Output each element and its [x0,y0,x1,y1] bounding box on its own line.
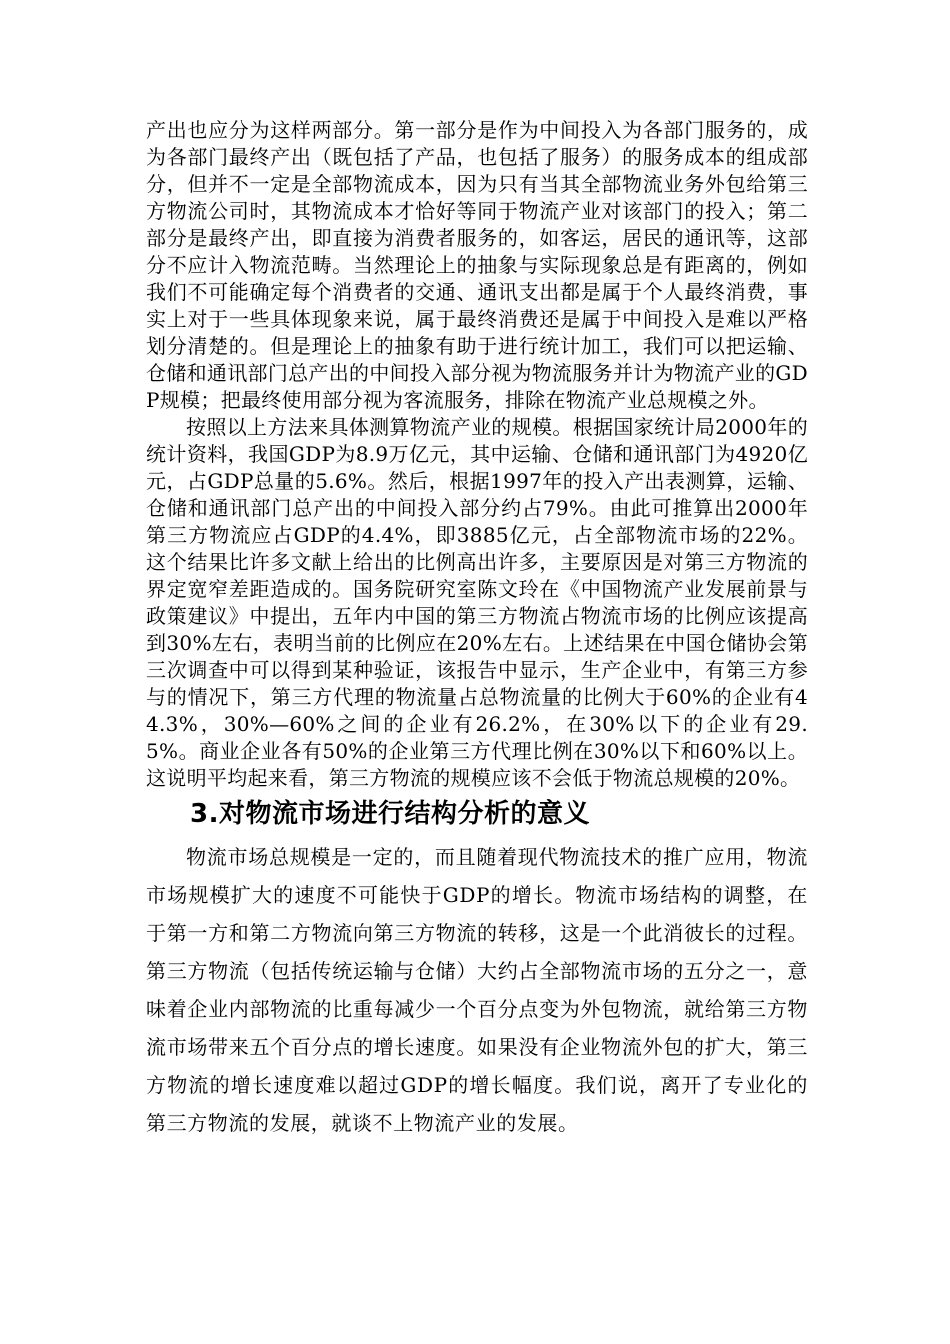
paragraph-structure-significance: 物流市场总规模是一定的，而且随着现代物流技术的推广应用，物流市场规模扩大的速度不可能快于GDP的增长。物流市场结构的调整，在于第一方和第二方物流向第三方物流的转移，这是一个此消彼长的过程。第三方物流（包括传统运输与仓储）大约占全部物流市场的五分之一，意味着企业内部物流的比重每减少一个百分点变为外包物流，就给第三方物流市场带来五个百分点的增长速度。如果没有企业物流外包的扩大，第三方物流的增长速度难以超过GDP的增长幅度。我们说，离开了专业化的第三方物流的发展，就谈不上物流产业的发展。 [146,845,808,1135]
paragraph-continued: 产出也应分为这样两部分。第一部分是作为中间投入为各部门服务的，成为各部门最终产出（既包括了产品，也包括了服务）的服务成本的组成部分，但并不一定是全部物流成本，因为只有当其全部物流业务外包给第三方物流公司时，其物流成本才恰好等同于物流产业对该部门的投入；第二部分是最终产出，即直接为消费者服务的，如客运，居民的通讯等，这部分不应计入物流范畴。当然理论上的抽象与实际现象总是有距离的，例如我们不可能确定每个消费者的交通、通讯支出都是属于个人最终消费，事实上对于一些具体现象来说，属于最终消费还是属于中间投入是难以严格划分清楚的。但是理论上的抽象有助于进行统计加工，我们可以把运输、仓储和通讯部门总产出的中间投入部分视为物流服务并计为物流产业的GDP规模；把最终使用部分视为客流服务，排除在物流产业总规模之外。 [146,118,808,412]
section-heading: 3.对物流市场进行结构分析的意义 [190,799,590,829]
paragraph-measurement: 按照以上方法来具体测算物流产业的规模。根据国家统计局2000年的统计资料，我国GDP为8.9万亿元，其中运输、仓储和通讯部门为4920亿元，占GDP总量的5.6%。然后，根据1997年的投入产出表测算，运输、仓储和通讯部门总产出的中间投入部分约占79%。由此可推算出2000年第三方物流应占GDP的4.4%，即3885亿元，占全部物流市场的22%。这个结果比许多文献上给出的比例高出许多，主要原因是对第三方物流的界定宽窄差距造成的。国务院研究室陈文玲在《中国物流产业发展前景与政策建议》中提出，五年内中国的第三方物流占物流市场的比例应该提高到30%左右，表明当前的比例应在20%左右。上述结果在中国仓储协会第三次调查中可以得到某种验证，该报告中显示，生产企业中，有第三方参与的情况下，第三方代理的物流量占总物流量的比例大于60%的企业有44.3%，30%—60%之间的企业有26.2%，在30%以下的企业有29.5%。商业企业各有50%的企业第三方代理比例在30%以下和60%以上。这说明平均起来看，第三方物流的规模应该不会低于物流总规模的20%。 [146,415,808,790]
document-page [146,117,808,1142]
